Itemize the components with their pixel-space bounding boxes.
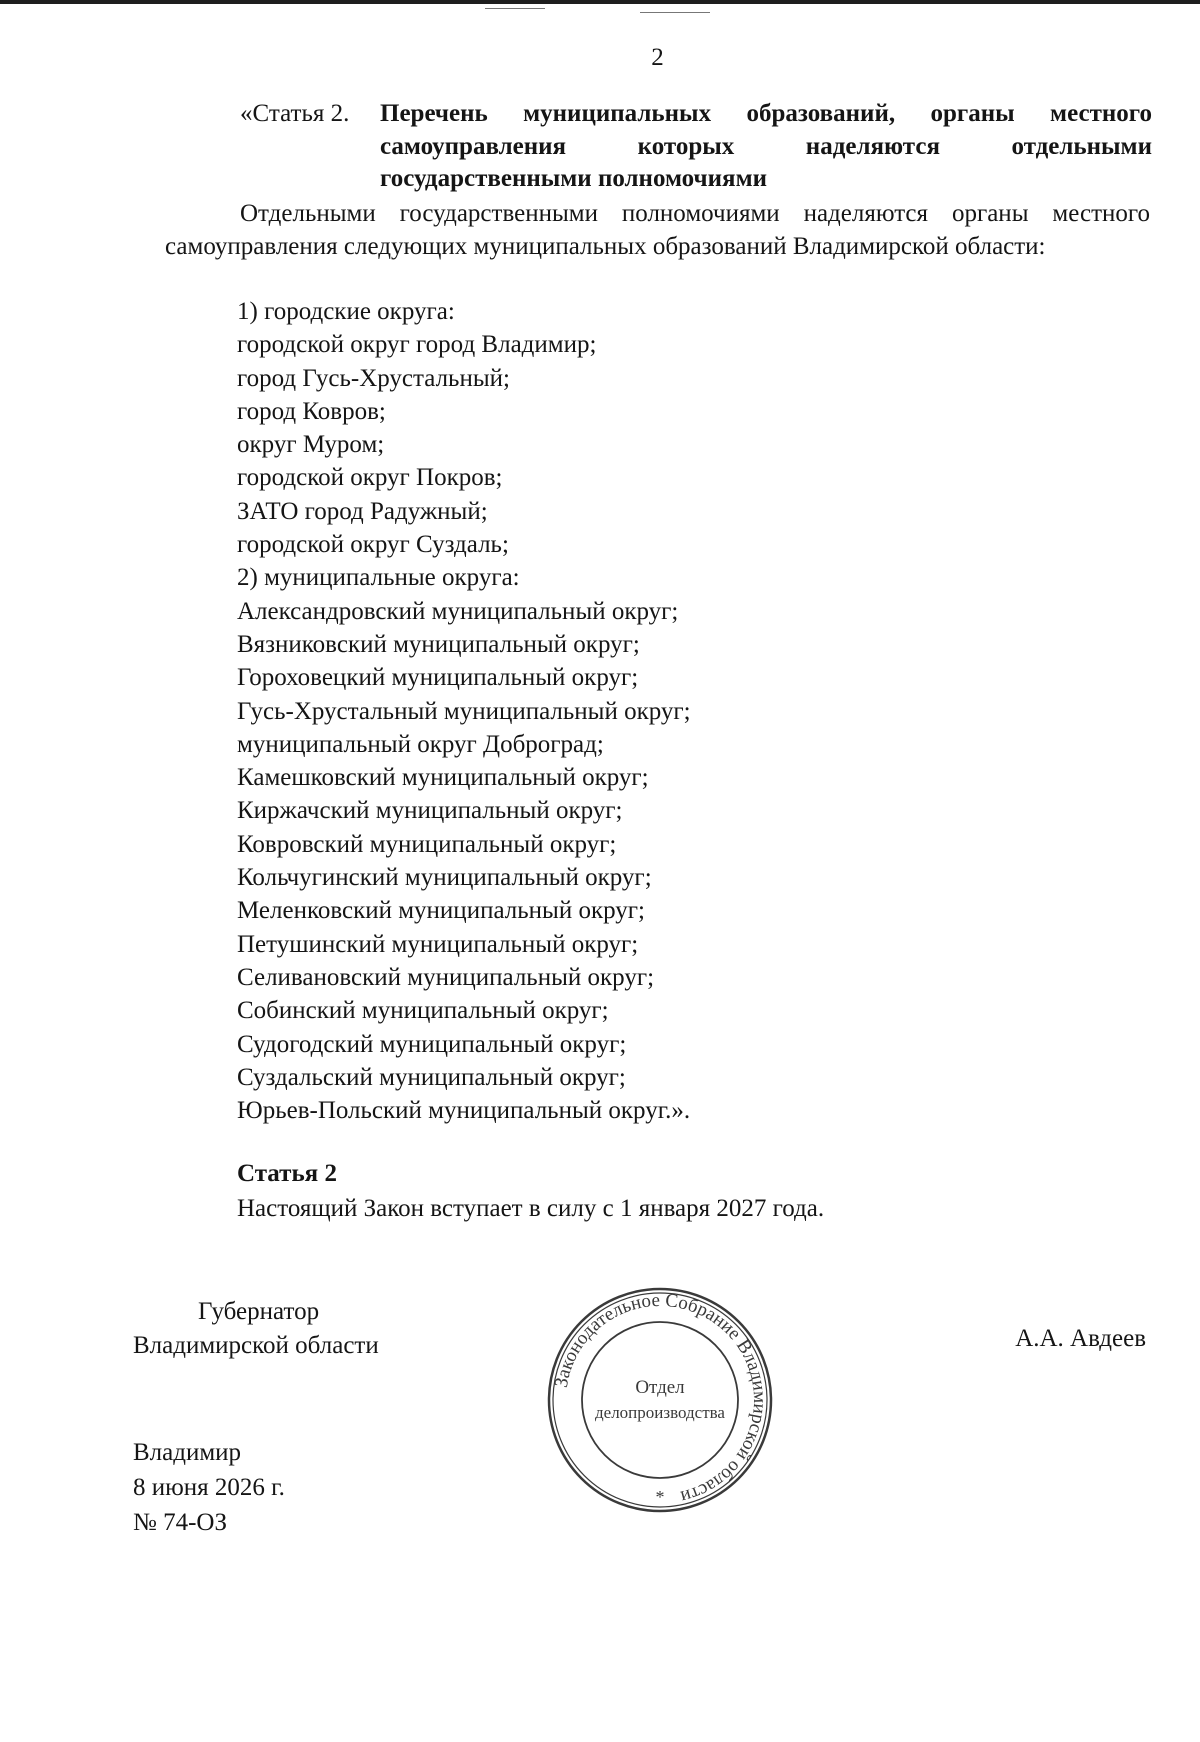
municipality-list [237,295,691,1127]
signatory-position-line2: Владимирской области [133,1332,379,1359]
document-footer [133,1435,285,1540]
municipality-item: город Ковров; [237,397,386,425]
municipality-item: ЗАТО город Радужный; [237,497,488,525]
municipality-item: городской округ Суздаль; [237,531,509,559]
article-title: Перечень муниципальных образований, органы местного самоуправления которых наделяются отдельными государственными полномочиями [380,100,1152,192]
seal-center-line2: делопроизводства [595,1403,725,1422]
municipality-item: муниципальный округ Доброград; [237,730,604,758]
municipality-item: Гороховецкий муниципальный округ; [237,664,639,692]
municipality-item: Гусь-Хрустальный муниципальный округ; [237,697,691,725]
municipality-item: Камешковский муниципальный округ; [237,764,649,792]
article-2-title: Статья 2 [237,1160,337,1187]
municipality-item: округ Муром; [237,431,385,459]
seal-ring-textpath: Законодательное Собрание Владимирской области [550,1289,771,1508]
list-section-heading: 2) муниципальные округа: [237,564,520,592]
scan-artifact [485,8,545,9]
scan-artifact [640,12,710,13]
article-label: «Статья 2. [240,100,350,127]
municipality-item: городской округ город Владимир; [237,331,597,359]
seal-center-line1: Отдел [635,1377,685,1398]
page-number: 2 [651,44,664,71]
municipality-item: Александровский муниципальный округ; [237,597,679,625]
signatory-position [133,1295,433,1363]
municipality-item: Суздальский муниципальный округ; [237,1063,626,1091]
intro-paragraph: Отдельными государственными полномочиями наделяются органы местного самоуправления следующих муниципальных образований Владимирской области: [165,200,1150,260]
municipality-item: Меленковский муниципальный округ; [237,897,645,925]
municipality-item: городской округ Покров; [237,464,503,492]
footer-number: № 74-ОЗ [133,1509,228,1536]
municipality-item: Кольчугинский муниципальный округ; [237,864,652,892]
municipality-item: Селивановский муниципальный округ; [237,963,655,991]
municipality-item: Петушинский муниципальный округ; [237,930,639,958]
footer-date: 8 июня 2026 г. [133,1474,285,1501]
official-seal [545,1285,775,1515]
municipality-item: Вязниковский муниципальный округ; [237,630,640,658]
municipality-item: Киржачский муниципальный округ; [237,797,623,825]
municipality-item: Юрьев-Польский муниципальный округ.». [237,1097,691,1125]
seal-star: * [655,1487,665,1507]
article-2-text: Настоящий Закон вступает в силу с 1 января 2027 года. [237,1195,825,1222]
article-heading [240,98,1152,196]
municipality-item: Судогодский муниципальный округ; [237,1030,627,1058]
signatory-position-line1: Губернатор [198,1298,320,1325]
list-section-heading: 1) городские округа: [237,298,455,325]
municipality-item: Ковровский муниципальный округ; [237,830,617,858]
footer-city: Владимир [133,1439,242,1466]
municipality-item: город Гусь-Хрустальный; [237,364,510,392]
municipality-item: Собинский муниципальный округ; [237,997,609,1025]
scan-top-edge [0,0,1200,4]
signatory-name: А.А. Авдеев [1015,1325,1146,1352]
